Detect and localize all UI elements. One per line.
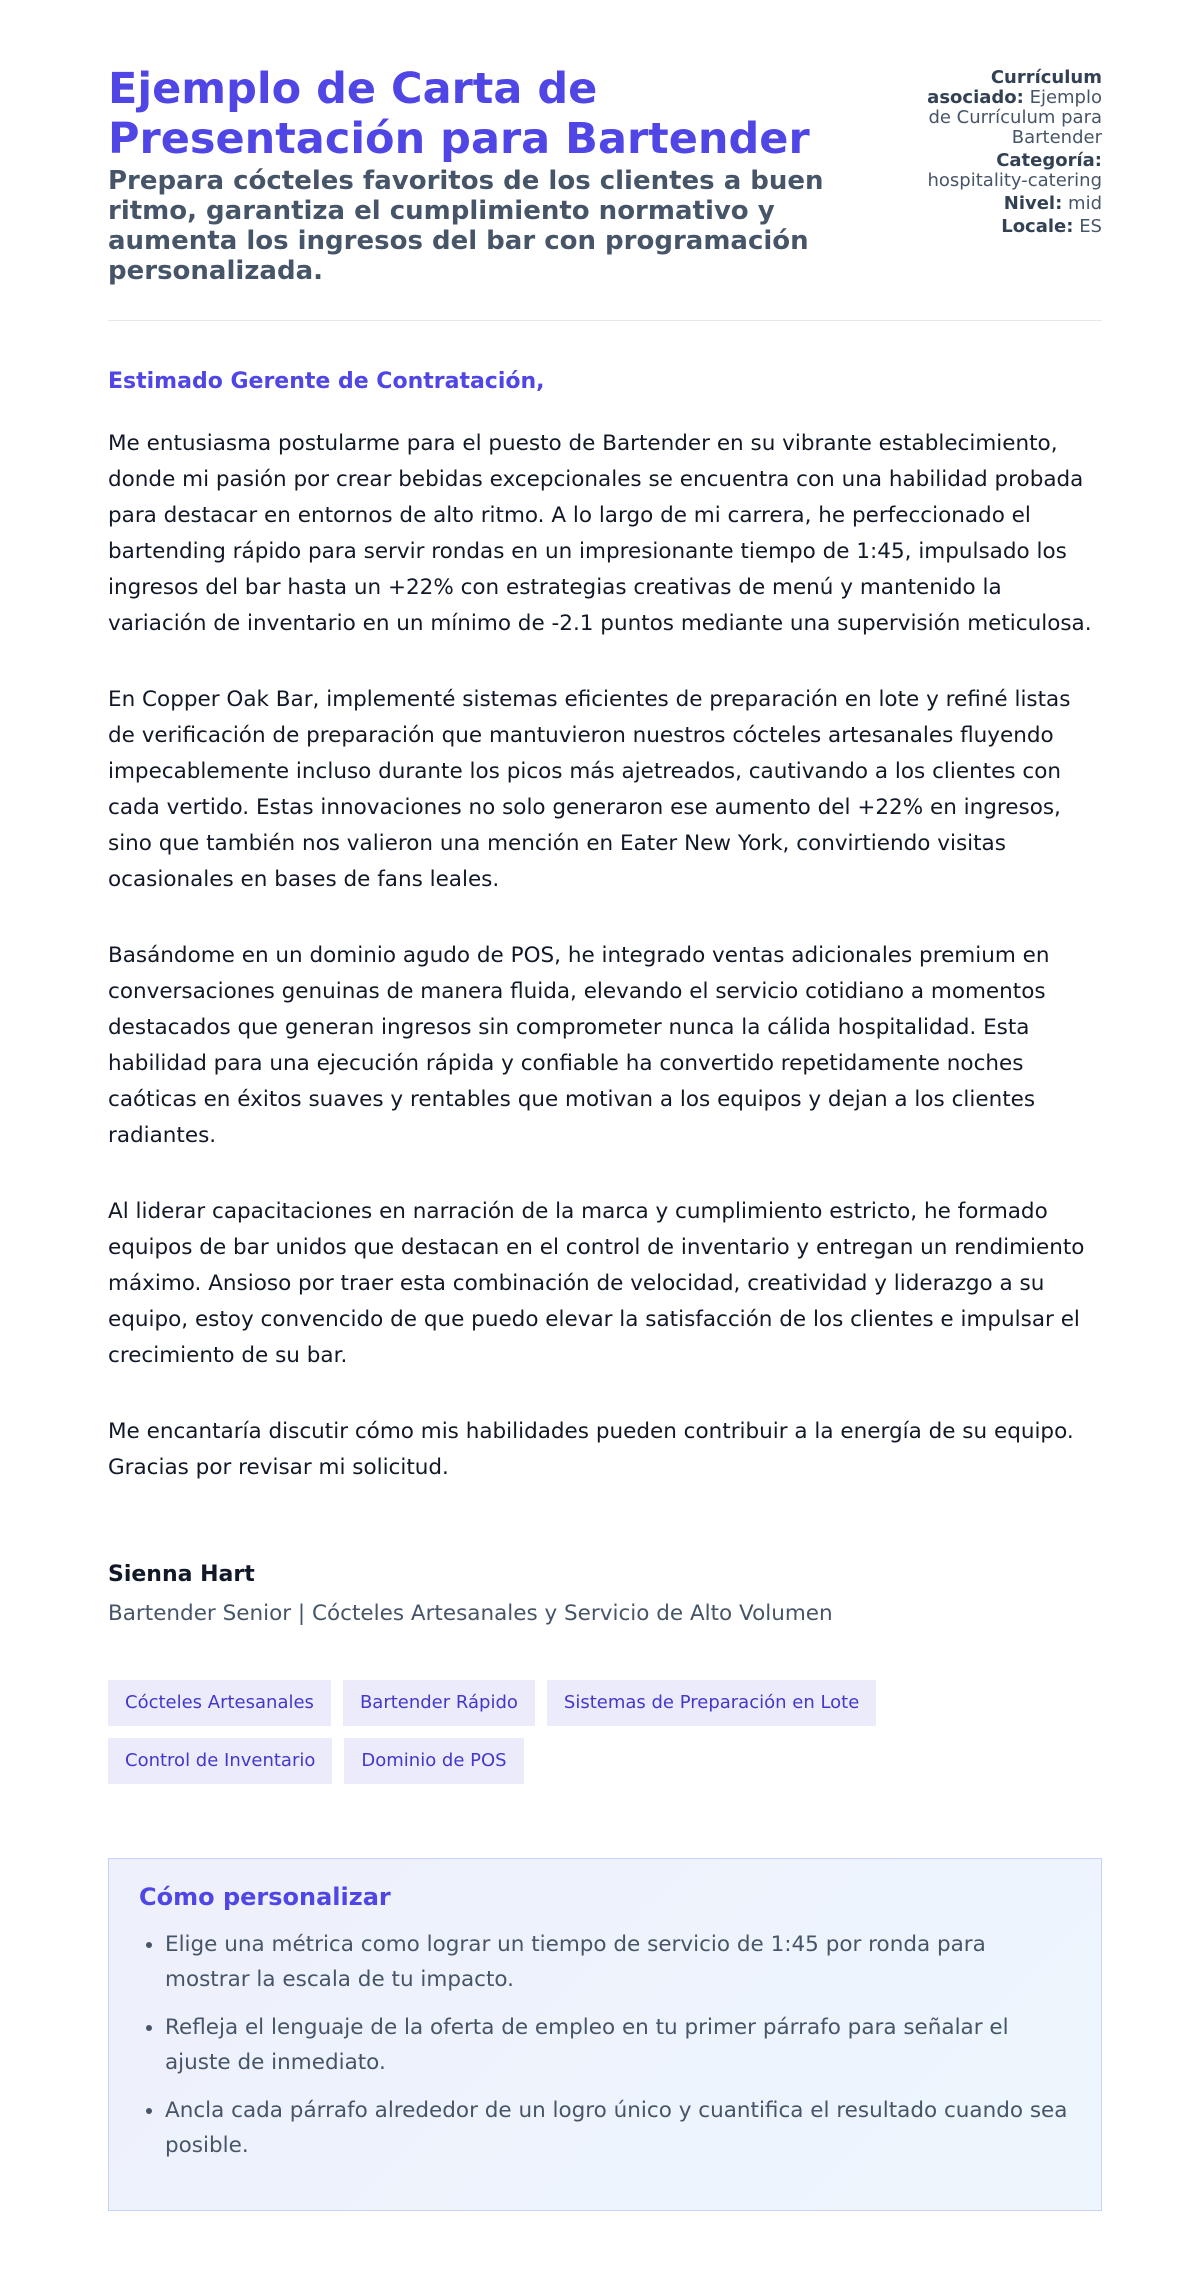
paragraph: Me entusiasma postularme para el puesto de Bartender en su vibrante establecimiento, donde mi pasión por crear bebidas excepcionales se encuentra con una habilidad probada para destacar en entornos de alto ritmo. A lo largo de mi carrera, he perfeccionado el bartending rápido para servir rondas en un impresionante tiempo de 1:45, impulsado los ingresos del bar hasta un +22% con estrategias creativas de menú y mantenido la variación de inventario en un mínimo de -2.1 puntos mediante una supervisión meticulosa. [108,431,1092,636]
customization-tips [108,1858,1102,2211]
resume-link[interactable]: Ejemplo de Currículum para Bartender [928,87,1102,148]
category-label: Categoría: [996,150,1102,171]
page-title: Ejemplo de Carta de Presentación para Bartender [108,64,810,164]
locale-value: ES [1079,216,1102,237]
paragraph: Al liderar capacitaciones en narración de la marca y cumplimiento estricto, he formado equipos de bar unidos que destacan en el control de inventario y entregan un rendimiento máximo. Ansioso por traer esta combinación de velocidad, creatividad y liderazgo a su equipo, estoy convencido de que puedo elevar la satisfacción de los clientes e impulsar el crecimiento de su bar. [108,1199,1085,1368]
paragraph: En Copper Oak Bar, implementé sistemas eficientes de preparación en lote y refiné listas de verificación de preparación que mantuvieron nuestros cócteles artesanales fluyendo impecablemente incluso durante los picos más ajetreados, cautivando a los clientes con cada vertido. Estas innovaciones no solo generaron ese aumento del +22% en ingresos, sino que también nos valieron una mención en Eater New York, convirtiendo visitas ocasionales en bases de fans leales. [108,687,1071,892]
level-label: Nivel: [1003,193,1063,214]
skill-tag: Control de Inventario [108,1738,332,1784]
skill-tag: Bartender Rápido [343,1680,535,1726]
paragraph: Me encantaría discutir cómo mis habilidades pueden contribuir a la energía de su equipo. Gracias por revisar mi solicitud. [108,1419,1074,1480]
category-value: hospitality-catering [927,170,1102,191]
level-value: mid [1068,193,1102,214]
page-subtitle: Prepara cócteles favoritos de los clientes a buen ritmo, garantiza el cumplimiento normativo y aumenta los ingresos del bar con programación personalizada. [108,166,824,286]
tips-heading: Cómo personalizar [139,1883,391,1911]
resume-label: Currículum asociado: [927,67,1102,108]
meta-info [922,68,1102,240]
tip-item: • Refleja el lenguaje de la oferta de empleo en tu primer párrafo para señalar el ajuste de inmediato. [165,2010,1071,2080]
tip-item: • Elige una métrica como lograr un tiempo de servicio de 1:45 por ronda para mostrar la escala de tu impacto. [165,1927,1071,1997]
cover-letter-page [108,64,1102,2211]
skill-tag: Cócteles Artesanales [108,1680,331,1726]
paragraph: Basándome en un dominio agudo de POS, he integrado ventas adicionales premium en conversaciones genuinas de manera fluida, elevando el servicio cotidiano a momentos destacados que generan ingresos sin comprometer nunca la cálida hospitalidad. Esta habilidad para una ejecución rápida y confiable ha convertido repetidamente noches caóticas en éxitos suaves y rentables que motivan a los equipos y dejan a los clientes radiantes. [108,943,1050,1148]
skill-tags [108,1680,1102,1784]
skill-tag: Sistemas de Preparación en Lote [547,1680,876,1726]
skill-tag: Dominio de POS [344,1738,523,1784]
letter-body [108,426,1102,1486]
signature-title: Bartender Senior | Cócteles Artesanales y Servicio de Alto Volumen [108,1601,833,1626]
salutation: Estimado Gerente de Contratación, [108,369,545,394]
tip-item: • Ancla cada párrafo alrededor de un logro único y cuantifica el resultado cuando sea posible. [165,2093,1071,2163]
signature-name: Sienna Hart [108,1562,255,1587]
locale-label: Locale: [1001,216,1074,237]
page-header [108,64,1102,321]
